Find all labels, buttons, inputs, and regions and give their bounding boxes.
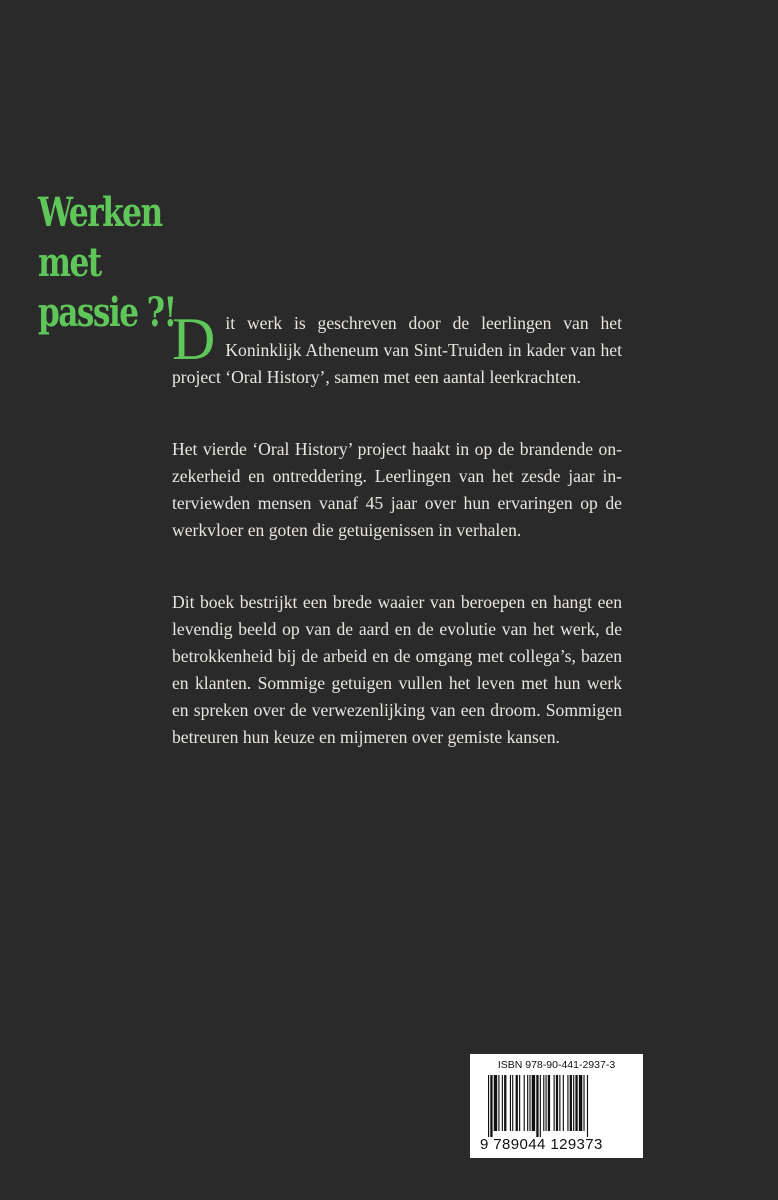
drop-cap: D	[172, 306, 216, 372]
paragraph-3: Dit boek bestrijkt een brede waaier van beroepen en hangt een levendig beeld op van de aard en de evolutie van het werk, de betrokkenheid bij de arbeid en de omgang met collega’s, bazen en klanten. Sommige getuigen vullen het leven met hun werk en spreken over de verwezenlijking van een droom. Sommigen betreuren hun keuze en mijmeren over gemiste kansen.	[172, 592, 622, 747]
isbn-barcode	[470, 1054, 643, 1158]
paragraph-2: Het vierde ‘Oral History’ project haakt in op de brandende onzekerheid en ontreddering. Leerlingen van het zesde jaar interviewden mensen vanaf 45 jaar over hun ervaringen op de werkvloer en goten die getuigenissen in verhalen.	[172, 439, 622, 540]
isbn-label: ISBN 978-90-441-2937-3	[497, 1059, 616, 1071]
blurb-text	[172, 306, 622, 796]
barcode-digits: 9 789044 129373	[480, 1136, 603, 1153]
title-line-2: met	[38, 239, 101, 286]
paragraph-1-text: it werk is geschreven door de leerlingen van het Koninklijk Atheneum van Sint-Truiden in kader van het project ‘Oral History’, samen met een aantal leerkrachten.	[172, 313, 622, 387]
title-line-1: Werken	[38, 189, 162, 236]
paragraph-1	[172, 306, 622, 391]
barcode-bars	[488, 1075, 628, 1137]
book-title	[38, 188, 176, 338]
title-line-3: passie ?!	[38, 289, 176, 336]
